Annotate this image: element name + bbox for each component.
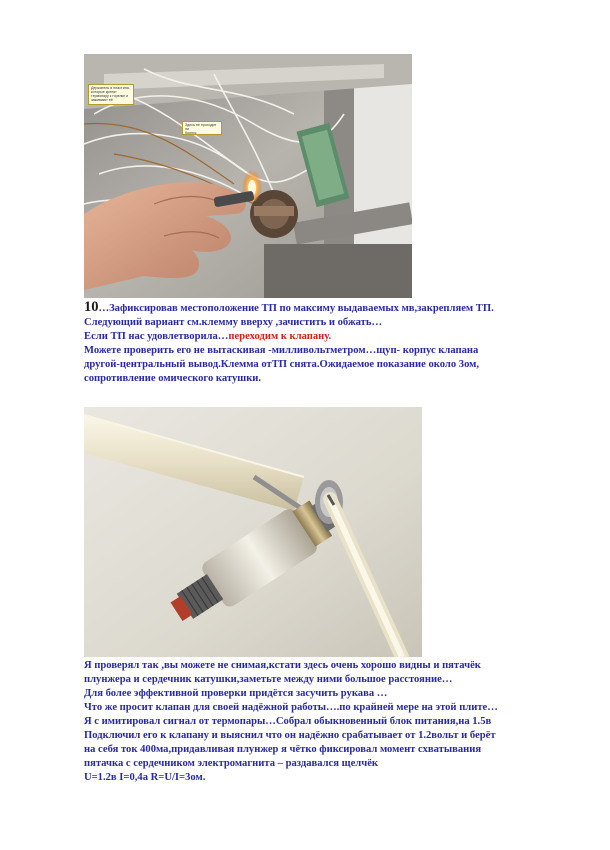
valve-check-line-5: Я с имитировал сигнал от термопары…Собрал обыкновенный блок питания,на 1.5в — [84, 716, 492, 727]
annotation-note-housing: Здесь не проходит ли Корпус — [182, 121, 222, 135]
step-10-line-2: Следующий вариант см.клемму вверху ,зачистить и обжать… — [84, 317, 383, 328]
step-10-line-1-text: …Зафиксировав местоположение ТП по максиму выдаваемых мв,закрепляем ТП. — [98, 303, 494, 314]
gas-valve-image — [84, 407, 422, 657]
valve-check-line-1: Я проверял так ,вы можете не снимая,кстати здесь очень хорошо видны и пятачёк — [84, 660, 481, 671]
step-number: 10 — [84, 299, 99, 315]
valve-check-line-7: на себя ток 400ма,придавливая плунжер я чётко фиксировал момент схватывания — [84, 744, 482, 755]
step-10-line-4: Можете проверить его не вытаскивая -милливольтметром…щуп- корпус клапана — [84, 345, 479, 356]
go-to-valve-highlight: переходим к клапану. — [228, 331, 332, 342]
valve-check-line-4: Что же просит клапан для своей надёжной работы….по крайней мере на этой плите… — [84, 702, 498, 713]
step-10-text — [84, 300, 494, 386]
step-10-line-3 — [84, 330, 494, 344]
step-10-line-6: сопротивление омического катушки. — [84, 373, 262, 384]
valve-check-line-3: Для более эффективной проверки придётся засучить рукава … — [84, 688, 388, 699]
valve-check-line-6: Подключил его к клапану и выяснил что он надёжно срабатывает от 1.2вольт и берёт — [84, 730, 496, 741]
gas-valve-photo — [84, 407, 422, 657]
annotation-note-thermocouple-holder: Держатель и пластина, которые крепят термопару к горелке и зажимают её — [88, 84, 134, 105]
step-10-line-1 — [84, 300, 494, 316]
step-10-line-3-start: Если ТП нас удовлетворила… — [84, 331, 229, 342]
valve-check-line-2: плунжера и сердечник катушки,заметьте между ними большое расстояние… — [84, 674, 453, 685]
ohm-law-formula: U=1.2в I=0,4а R=U/I=3ом. — [84, 772, 206, 783]
valve-check-text — [84, 659, 498, 785]
stove-thermocouple-photo — [84, 54, 412, 298]
step-10-line-5: другой-центральный вывод.Клемма отТП снята.Ожидаемое показание около 3ом, — [84, 359, 480, 370]
valve-check-line-8: пятачка с сердечником электромагнита – раздавался щелчёк — [84, 758, 378, 769]
